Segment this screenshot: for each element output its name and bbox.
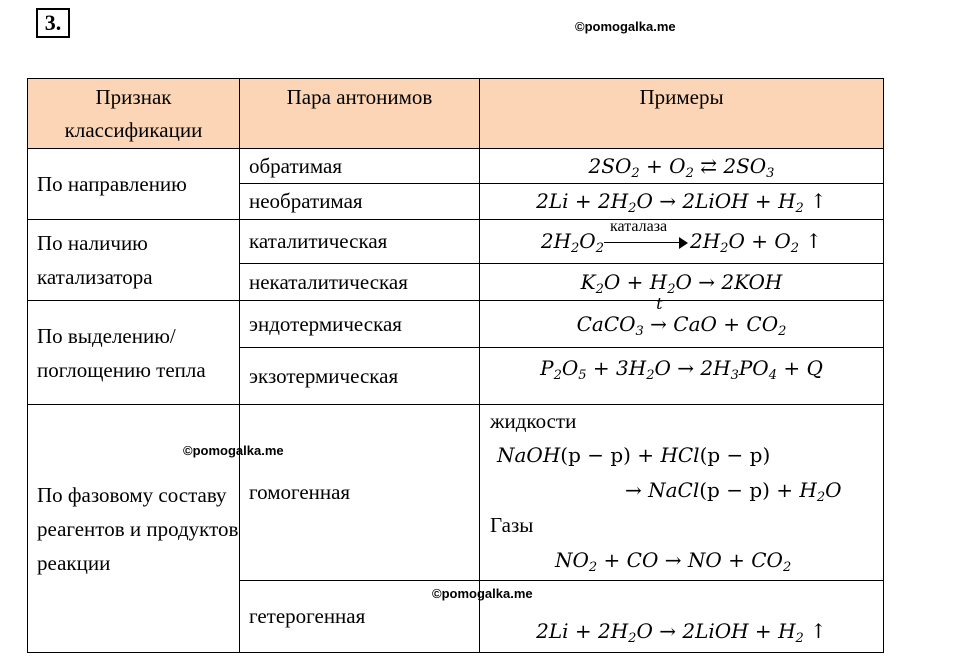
example-noncatalytic: $K_2O + H_2O \to 2KOH$ xyxy=(480,264,884,301)
liquid-equation-left: NaOH(р − р) + HCl(р − р) xyxy=(497,443,771,467)
watermark: ©pomogalka.me xyxy=(183,443,284,458)
example-endothermic: CaCO$_3$ t → CaO + $CO_2$ xyxy=(480,301,884,348)
example-catalytic: $2H_2O_2$ каталаза $2H_2O + O_2$ ↑ xyxy=(480,220,884,264)
example-irreversible: $2Li + 2H_2O$ → 2LiOH + $H_2$ ↑ xyxy=(480,184,884,220)
pair-noncatalytic: некаталитическая xyxy=(240,264,480,301)
criterion-catalyst: По наличию катализатора xyxy=(28,220,240,301)
catalyst-label: каталаза xyxy=(609,217,668,235)
pair-reversible: обратимая xyxy=(240,149,480,184)
example-exothermic: $P_2O_5 + 3H_2O \to 2H_3PO_4 + Q$ xyxy=(480,348,884,405)
header-examples: Примеры xyxy=(480,79,884,149)
heat-label: t xyxy=(656,293,663,313)
criterion-heat: По выделению/поглощению тепла xyxy=(28,301,240,405)
pair-endothermic: эндотермическая xyxy=(240,301,480,348)
pair-exothermic: экзотермическая xyxy=(240,348,480,405)
header-row xyxy=(28,79,884,149)
example-heterogeneous: $2Li + 2H_2O$ → 2LiOH + $H_2$ ↑ xyxy=(480,581,884,653)
pair-homogeneous-label: гомогенная xyxy=(249,480,351,504)
task-number: 3. xyxy=(36,8,70,38)
table-row xyxy=(28,301,884,348)
example-reversible: $2SO_2 + O_2$ ⇄ $2SO_3$ xyxy=(480,149,884,184)
pair-homogeneous xyxy=(240,405,480,581)
pair-heterogeneous: гетерогенная xyxy=(240,581,480,653)
header-criterion: Признак классификации xyxy=(28,79,240,149)
heat-arrow: t → xyxy=(650,293,667,336)
watermark: ©pomogalka.me xyxy=(432,586,533,601)
criterion-phase: По фазовому составу реагентов и продуктов реакции xyxy=(28,405,240,653)
catalyst-arrow xyxy=(604,217,690,254)
pair-irreversible: необратимая xyxy=(240,184,480,220)
table-row xyxy=(28,405,884,581)
gas-equation: $NO_2$ + CO → NO + $CO_2$ xyxy=(555,548,792,575)
example-homogeneous xyxy=(480,405,884,581)
table-row xyxy=(28,149,884,184)
liquid-equation-right: → NaCl(р − $р) + H_2O$ xyxy=(625,478,842,505)
pair-catalytic: каталитическая xyxy=(240,220,480,264)
classification-table xyxy=(27,78,884,653)
criterion-direction: По направлению xyxy=(28,149,240,220)
header-pair: Пара антонимов xyxy=(240,79,480,149)
table-row xyxy=(28,220,884,264)
watermark: ©pomogalka.me xyxy=(575,19,676,34)
liquids-label: жидкости xyxy=(490,409,577,433)
gases-label: Газы xyxy=(490,513,534,537)
